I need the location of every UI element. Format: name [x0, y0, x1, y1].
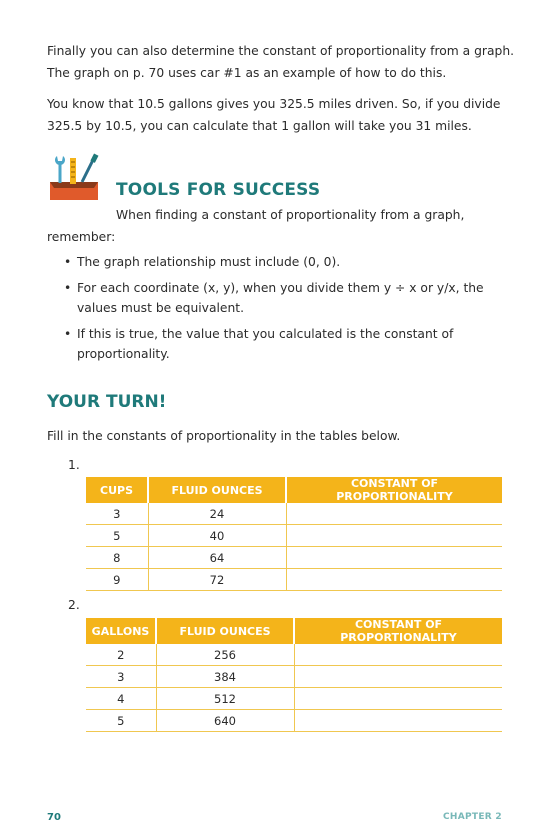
table-row: [86, 644, 502, 666]
column-header: FLUID OUNCES: [156, 618, 294, 644]
intro-paragraph: Finally you can also determine the constant of proportionality from a graph. The graph on p. 70 uses car #1 as an example of how to do this.: [47, 44, 515, 80]
constant-answer-cell[interactable]: [294, 688, 502, 710]
example-paragraph: You know that 10.5 gallons gives you 325.5 miles driven. So, if you divide 325.5 by 10.5, you can calculate that 1 gallon will take you 31 miles.: [47, 97, 501, 133]
bullet-item: • If this is true, the value that you calculated is the constant of proportionality.: [64, 324, 494, 364]
column-header: FLUID OUNCES: [148, 477, 286, 503]
tools-for-success-title: TOOLS FOR SUCCESS: [116, 180, 321, 200]
fluid-ounces-cell: 512: [156, 688, 294, 710]
table-number: 1.: [68, 458, 80, 472]
fluid-ounces-cell: 640: [156, 710, 294, 732]
gallons-cell: 4: [86, 688, 156, 710]
column-header: CUPS: [86, 477, 148, 503]
gallons-cell: 5: [86, 710, 156, 732]
fluid-ounces-cell: 72: [148, 569, 286, 591]
tools-intro-line: When finding a constant of proportionality from a graph,: [116, 208, 465, 222]
constant-answer-cell[interactable]: [286, 503, 502, 525]
table-row: [86, 525, 502, 547]
constant-answer-cell[interactable]: [294, 666, 502, 688]
gallons-table: [86, 618, 502, 732]
gallons-cell: 3: [86, 666, 156, 688]
toolbox-icon: [48, 152, 100, 204]
constant-answer-cell[interactable]: [286, 547, 502, 569]
table-row: [86, 503, 502, 525]
bullet-item: • The graph relationship must include (0, 0).: [64, 252, 494, 272]
table-row: [86, 569, 502, 591]
tools-bullet-list: [64, 252, 494, 370]
bullet-item: • For each coordinate (x, y), when you divide them y ÷ x or y/x, the values must be equivalent.: [64, 278, 494, 318]
chapter-label: CHAPTER 2: [442, 812, 502, 822]
your-turn-instruction: Fill in the constants of proportionality in the tables below.: [47, 429, 401, 443]
column-header: CONSTANT OF PROPORTIONALITY: [294, 618, 502, 644]
cups-table: [86, 477, 502, 591]
cups-cell: 3: [86, 503, 148, 525]
cups-cell: 8: [86, 547, 148, 569]
tools-intro-line-2: remember:: [47, 230, 116, 244]
table-row: [86, 666, 502, 688]
gallons-cell: 2: [86, 644, 156, 666]
fluid-ounces-cell: 256: [156, 644, 294, 666]
column-header: CONSTANT OF PROPORTIONALITY: [286, 477, 502, 503]
fluid-ounces-cell: 24: [148, 503, 286, 525]
cups-cell: 5: [86, 525, 148, 547]
fluid-ounces-cell: 384: [156, 666, 294, 688]
table-row: [86, 547, 502, 569]
page-number: 70: [47, 812, 61, 823]
column-header: GALLONS: [86, 618, 156, 644]
fluid-ounces-cell: 64: [148, 547, 286, 569]
constant-answer-cell[interactable]: [294, 644, 502, 666]
constant-answer-cell[interactable]: [294, 710, 502, 732]
table-number: 2.: [68, 598, 80, 612]
table-row: [86, 710, 502, 732]
your-turn-title: YOUR TURN!: [47, 392, 167, 412]
constant-answer-cell[interactable]: [286, 525, 502, 547]
fluid-ounces-cell: 40: [148, 525, 286, 547]
cups-cell: 9: [86, 569, 148, 591]
table-row: [86, 688, 502, 710]
constant-answer-cell[interactable]: [286, 569, 502, 591]
